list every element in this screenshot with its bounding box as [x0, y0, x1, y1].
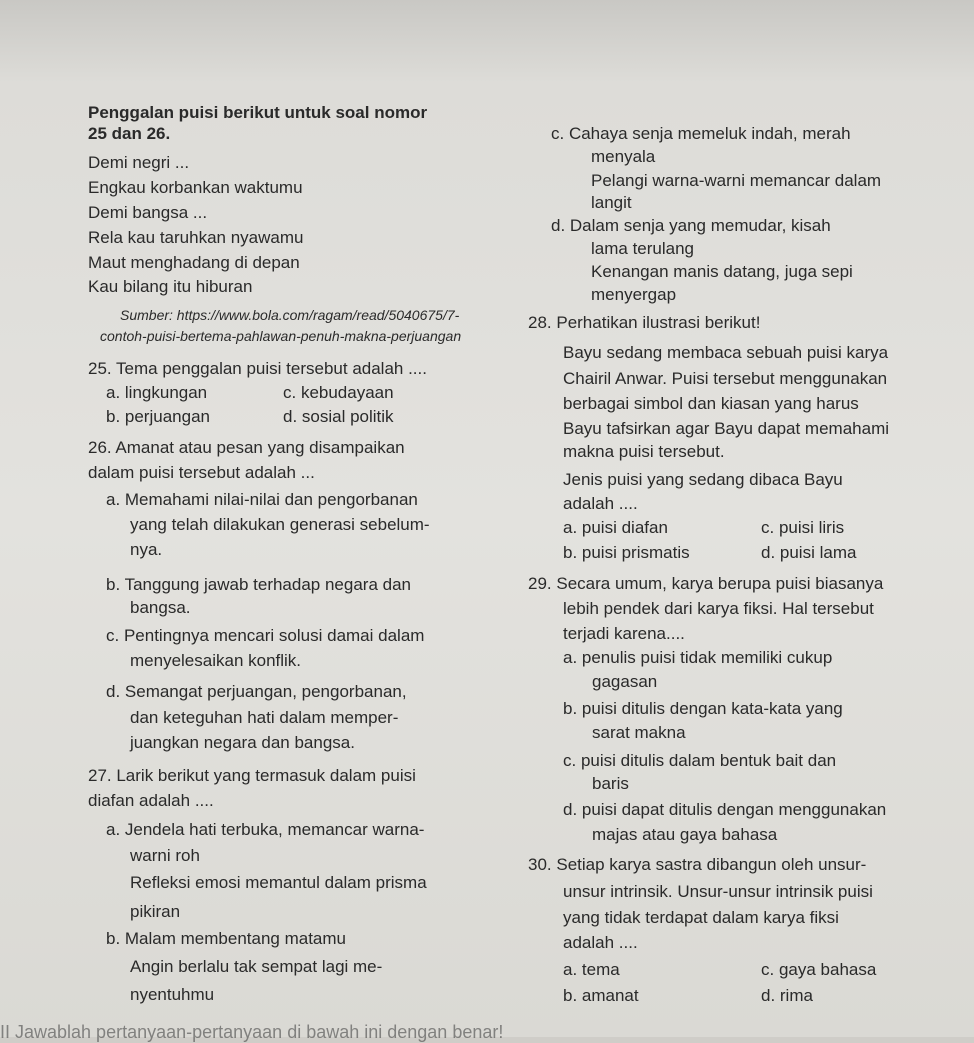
- question-29-stem: 29. Secara umum, karya berupa puisi biasanya: [528, 574, 884, 593]
- question-28-text: Chairil Anwar. Puisi tersebut menggunakan: [563, 369, 888, 388]
- q30-option-c[interactable]: c. gaya bahasa: [761, 960, 877, 979]
- q26-option-a-cont: yang telah dilakukan generasi sebelum-: [130, 515, 430, 534]
- q27-option-b[interactable]: b. Malam membentang matamu: [106, 929, 346, 948]
- q28-option-c[interactable]: c. puisi liris: [761, 518, 845, 537]
- q26-option-d-cont: dan keteguhan hati dalam memper-: [130, 708, 399, 727]
- poem-line: Demi negri ...: [88, 153, 190, 172]
- q27-option-d-cont: menyergap: [591, 285, 677, 304]
- question-28-text: Jenis puisi yang sedang dibaca Bayu: [563, 470, 843, 489]
- q27-option-c-cont: langit: [591, 193, 632, 212]
- q26-option-c-cont: menyelesaikan konflik.: [130, 651, 302, 670]
- q25-option-d[interactable]: d. sosial politik: [283, 407, 394, 426]
- question-30-stem: unsur intrinsik. Unsur-unsur intrinsik puisi: [563, 882, 873, 901]
- q26-option-d[interactable]: d. Semangat perjuangan, pengorbanan,: [106, 682, 407, 701]
- question-28-stem: 28. Perhatikan ilustrasi berikut!: [528, 313, 761, 332]
- question-29-stem: terjadi karena....: [563, 624, 685, 643]
- q30-option-d[interactable]: d. rima: [761, 986, 813, 1005]
- question-28-text: adalah ....: [563, 494, 638, 513]
- q26-option-a[interactable]: a. Memahami nilai-nilai dan pengorbanan: [106, 490, 418, 509]
- poem-line: Kau bilang itu hiburan: [88, 277, 253, 296]
- q29-option-d-cont: majas atau gaya bahasa: [592, 825, 778, 844]
- q28-option-a[interactable]: a. puisi diafan: [563, 518, 668, 537]
- q27-option-a-cont: pikiran: [130, 902, 181, 921]
- q27-option-b-cont: Angin berlalu tak sempat lagi me-: [130, 957, 383, 976]
- q27-option-c-cont: Pelangi warna-warni memancar dalam: [591, 171, 882, 190]
- question-30-stem: 30. Setiap karya sastra dibangun oleh unsur-: [528, 855, 867, 874]
- q27-option-d-cont: Kenangan manis datang, juga sepi: [591, 262, 853, 281]
- q27-option-b-cont: nyentuhmu: [130, 985, 215, 1004]
- q26-option-d-cont: juangkan negara dan bangsa.: [130, 733, 355, 752]
- question-28-text: Bayu sedang membaca sebuah puisi karya: [563, 343, 889, 362]
- question-30-stem: adalah ....: [563, 933, 638, 952]
- poem-line: Engkau korbankan waktumu: [88, 178, 303, 197]
- question-30-stem: yang tidak terdapat dalam karya fiksi: [563, 908, 839, 927]
- q29-option-b-cont: sarat makna: [592, 723, 686, 742]
- source-citation: contoh-puisi-bertema-pahlawan-penuh-makna-perjuangan: [100, 328, 462, 344]
- q29-option-a-cont: gagasan: [592, 672, 658, 691]
- q27-option-d-cont: lama terulang: [591, 239, 695, 258]
- section-two-heading: II Jawablah pertanyaan-pertanyaan di bawah ini dengan benar!: [0, 1022, 504, 1042]
- poem-line: Demi bangsa ...: [88, 203, 208, 222]
- question-27-stem: 27. Larik berikut yang termasuk dalam puisi: [88, 766, 416, 785]
- question-28-text: Bayu tafsirkan agar Bayu dapat memahami: [563, 419, 890, 438]
- question-28-text: berbagai simbol dan kiasan yang harus: [563, 394, 859, 413]
- question-26-stem: dalam puisi tersebut adalah ...: [88, 463, 315, 482]
- question-27-stem: diafan adalah ....: [88, 791, 214, 810]
- question-26-stem: 26. Amanat atau pesan yang disampaikan: [88, 438, 405, 457]
- question-28-text: makna puisi tersebut.: [563, 442, 725, 461]
- question-29-stem: lebih pendek dari karya fiksi. Hal tersebut: [563, 599, 874, 618]
- source-citation: Sumber: https://www.bola.com/ragam/read/5040675/7-: [120, 307, 460, 323]
- q30-option-b[interactable]: b. amanat: [563, 986, 639, 1005]
- q29-option-c-cont: baris: [592, 774, 629, 793]
- q27-option-a-cont: warni roh: [130, 846, 200, 865]
- question-25-stem: 25. Tema penggalan puisi tersebut adalah ....: [88, 359, 427, 378]
- q29-option-c[interactable]: c. puisi ditulis dalam bentuk bait dan: [563, 751, 837, 770]
- q27-option-a[interactable]: a. Jendela hati terbuka, memancar warna-: [106, 820, 425, 839]
- q27-option-a-cont: Refleksi emosi memantul dalam prisma: [130, 873, 427, 892]
- q28-option-b[interactable]: b. puisi prismatis: [563, 543, 690, 562]
- q26-option-a-cont: nya.: [130, 540, 163, 559]
- poem-intro-line2: 25 dan 26.: [88, 124, 171, 143]
- q29-option-a[interactable]: a. penulis puisi tidak memiliki cukup: [563, 648, 833, 667]
- q26-option-b-cont: bangsa.: [130, 598, 191, 617]
- q25-option-b[interactable]: b. perjuangan: [106, 407, 210, 426]
- q26-option-b[interactable]: b. Tanggung jawab terhadap negara dan: [106, 575, 411, 594]
- poem-line: Maut menghadang di depan: [88, 253, 300, 272]
- q28-option-d[interactable]: d. puisi lama: [761, 543, 857, 562]
- q25-option-a[interactable]: a. lingkungan: [106, 383, 208, 402]
- q29-option-d[interactable]: d. puisi dapat ditulis dengan menggunakan: [563, 800, 887, 819]
- q27-option-c-cont: menyala: [591, 147, 656, 166]
- q27-option-c[interactable]: c. Cahaya senja memeluk indah, merah: [551, 124, 851, 143]
- q29-option-b[interactable]: b. puisi ditulis dengan kata-kata yang: [563, 699, 843, 718]
- q30-option-a[interactable]: a. tema: [563, 960, 620, 979]
- q26-option-c[interactable]: c. Pentingnya mencari solusi damai dalam: [106, 626, 425, 645]
- q25-option-c[interactable]: c. kebudayaan: [283, 383, 394, 402]
- q27-option-d[interactable]: d. Dalam senja yang memudar, kisah: [551, 216, 831, 235]
- poem-intro-line1: Penggalan puisi berikut untuk soal nomor: [88, 103, 428, 122]
- poem-line: Rela kau taruhkan nyawamu: [88, 228, 304, 247]
